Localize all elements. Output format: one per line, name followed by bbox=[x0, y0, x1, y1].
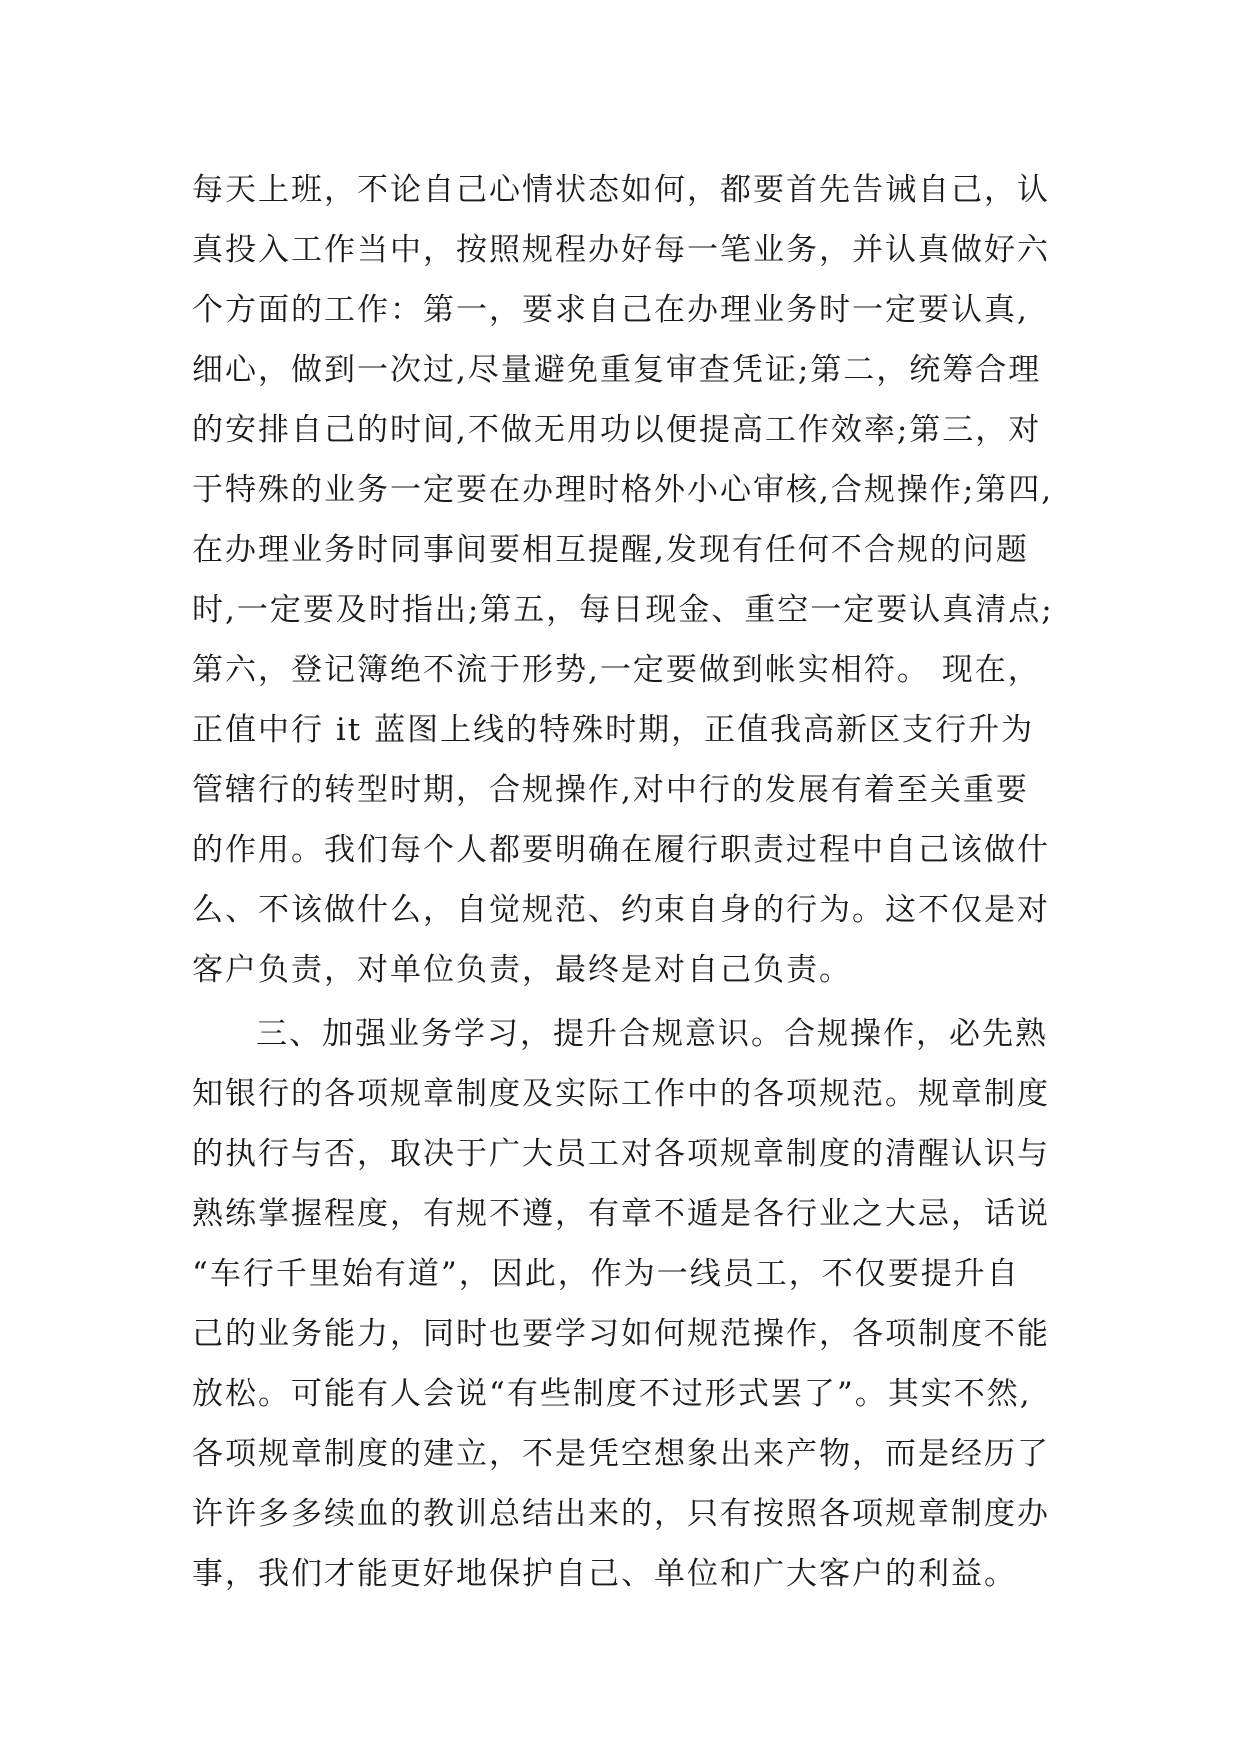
paragraph-line: 各项规章制度的建立，不是凭空想象出来产物，而是经历了 bbox=[192, 1436, 1050, 1472]
document-body bbox=[192, 160, 1062, 1604]
paragraph-line: 真投入工作当中，按照规程办好每一笔业务，并认真做好六 bbox=[192, 232, 1050, 268]
paragraph-line: 的作用。我们每个人都要明确在履行职责过程中自己该做什 bbox=[192, 832, 1050, 868]
paragraph-line: 时,一定要及时指出;第五，每日现金、重空一定要认真清点; bbox=[192, 592, 1054, 628]
paragraph-line: 细心，做到一次过,尽量避免重复审查凭证;第二，统筹合理 bbox=[192, 352, 1042, 388]
paragraph-line: 在办理业务时同事间要相互提醒,发现有任何不合规的问题 bbox=[192, 532, 1029, 568]
paragraph-line: 的执行与否，取决于广大员工对各项规章制度的清醒认识与 bbox=[192, 1136, 1050, 1172]
paragraph-line: 管辖行的转型时期，合规操作,对中行的发展有着至关重要 bbox=[192, 772, 1029, 808]
paragraph-line: 熟练掌握程度，有规不遵，有章不遁是各行业之大忌，话说 bbox=[192, 1196, 1050, 1232]
paragraph-line: 事，我们才能更好地保护自己、单位和广大客户的利益。 bbox=[192, 1556, 1017, 1592]
paragraph-1 bbox=[192, 160, 1062, 1000]
paragraph-line: 知银行的各项规章制度及实际工作中的各项规范。规章制度 bbox=[192, 1076, 1050, 1112]
paragraph-line: 许许多多续血的教训总结出来的，只有按照各项规章制度办 bbox=[192, 1496, 1050, 1532]
paragraph-line: “车行千里始有道”，因此，作为一线员工，不仅要提升自 bbox=[192, 1256, 1020, 1292]
paragraph-line: 正值中行 it 蓝图上线的特殊时期，正值我高新区支行升为 bbox=[192, 712, 1035, 748]
paragraph-line: 个方面的工作：第一，要求自己在办理业务时一定要认真, bbox=[192, 292, 1029, 328]
paragraph-line: 么、不该做什么，自觉规范、约束自身的行为。这不仅是对 bbox=[192, 892, 1050, 928]
paragraph-line: 三、加强业务学习，提升合规意识。合规操作，必先熟 bbox=[256, 1016, 1048, 1052]
paragraph-line: 放松。可能有人会说“有些制度不过形式罢了”。其实不然, bbox=[192, 1376, 1032, 1412]
paragraph-line: 的安排自己的时间,不做无用功以便提高工作效率;第三，对 bbox=[192, 412, 1042, 448]
paragraph-2 bbox=[192, 1004, 1062, 1604]
paragraph-line: 于特殊的业务一定要在办理时格外小心审核,合规操作;第四, bbox=[192, 472, 1054, 508]
paragraph-line: 第六，登记簿绝不流于形势,一定要做到帐实相符。 现在， bbox=[192, 652, 1041, 688]
paragraph-line: 客户负责，对单位负责，最终是对自己负责。 bbox=[192, 952, 852, 988]
paragraph-line: 己的业务能力，同时也要学习如何规范操作，各项制度不能 bbox=[192, 1316, 1050, 1352]
paragraph-line: 每天上班，不论自己心情状态如何，都要首先告诫自己，认 bbox=[192, 172, 1050, 208]
